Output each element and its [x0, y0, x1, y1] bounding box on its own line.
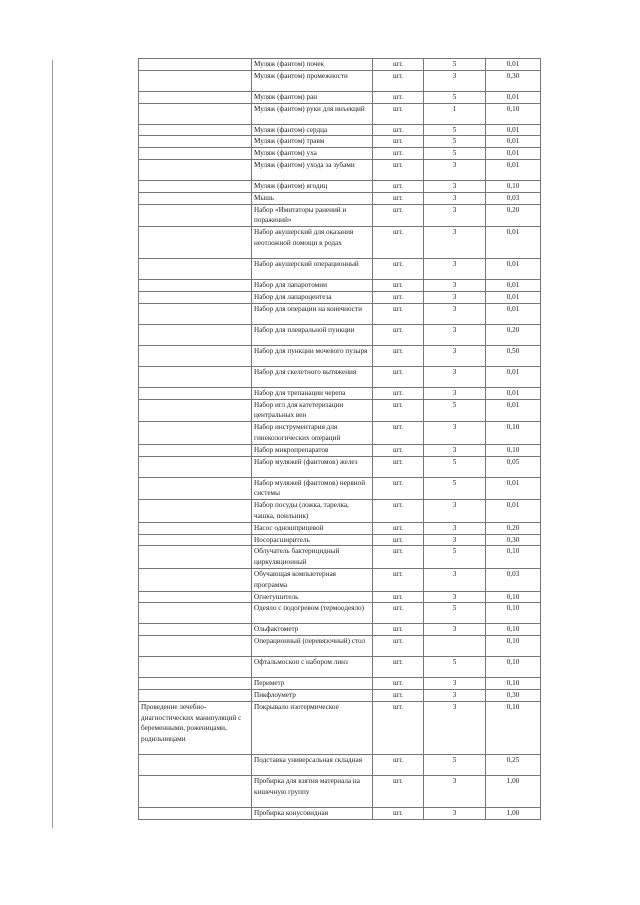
unit-cell: шт.: [373, 366, 424, 387]
quantity-cell: 3: [424, 159, 486, 180]
ratio-cell: 0,10: [486, 546, 541, 569]
table-row: [139, 624, 541, 636]
ratio-cell: 0,20: [486, 204, 541, 227]
quantity-cell: 3: [424, 534, 486, 546]
quantity-cell: 3: [424, 70, 486, 91]
unit-cell: шт.: [373, 522, 424, 534]
section-cell: [139, 477, 252, 500]
unit-cell: шт.: [373, 70, 424, 91]
ratio-cell: 0,10: [486, 444, 541, 456]
quantity-cell: 3: [424, 500, 486, 523]
ratio-cell: 0,01: [486, 148, 541, 160]
section-cell: [139, 500, 252, 523]
section-cell: [139, 456, 252, 477]
section-cell: [139, 591, 252, 603]
unit-cell: шт.: [373, 91, 424, 103]
quantity-cell: 3: [424, 227, 486, 259]
table-row: [139, 522, 541, 534]
ratio-cell: 0,20: [486, 324, 541, 345]
quantity-cell: 3: [424, 807, 486, 819]
quantity-cell: 3: [424, 387, 486, 399]
unit-cell: шт.: [373, 59, 424, 71]
unit-cell: шт.: [373, 324, 424, 345]
table-row: [139, 204, 541, 227]
section-cell: [139, 775, 252, 807]
section-cell: [139, 345, 252, 366]
ratio-cell: 0,10: [486, 701, 541, 754]
quantity-cell: 3: [424, 444, 486, 456]
section-cell: [139, 657, 252, 678]
unit-cell: шт.: [373, 477, 424, 500]
section-cell: [139, 124, 252, 136]
section-cell: [139, 636, 252, 657]
ratio-cell: 0,01: [486, 59, 541, 71]
section-cell: [139, 324, 252, 345]
section-cell: [139, 204, 252, 227]
equipment-table: [138, 58, 541, 820]
name-cell: Набор игл для катетеризации центральных вен: [252, 399, 373, 422]
section-cell: [139, 422, 252, 445]
name-cell: Набор для трепанации черепа: [252, 387, 373, 399]
table-row: [139, 689, 541, 701]
quantity-cell: 3: [424, 701, 486, 754]
section-cell: [139, 754, 252, 775]
unit-cell: шт.: [373, 456, 424, 477]
section-cell: [139, 522, 252, 534]
section-cell: [139, 91, 252, 103]
quantity-cell: 3: [424, 280, 486, 292]
name-cell: Огнетушитель: [252, 591, 373, 603]
table-row: [139, 324, 541, 345]
section-cell: [139, 603, 252, 624]
quantity-cell: 3: [424, 366, 486, 387]
quantity-cell: 3: [424, 689, 486, 701]
name-cell: Набор муляжей (фантомов) нервной системы: [252, 477, 373, 500]
name-cell: Набор «Имитаторы ранений и поражений»: [252, 204, 373, 227]
quantity-cell: 3: [424, 192, 486, 204]
unit-cell: шт.: [373, 204, 424, 227]
name-cell: Покрывало изотермическое: [252, 701, 373, 754]
table-row: [139, 91, 541, 103]
section-cell: [139, 192, 252, 204]
unit-cell: шт.: [373, 387, 424, 399]
quantity-cell: 3: [424, 568, 486, 591]
quantity-cell: 5: [424, 754, 486, 775]
unit-cell: шт.: [373, 689, 424, 701]
unit-cell: шт.: [373, 227, 424, 259]
name-cell: Набор для скелетного вытяжения: [252, 366, 373, 387]
ratio-cell: 1,00: [486, 775, 541, 807]
ratio-cell: 0,50: [486, 345, 541, 366]
ratio-cell: 0,10: [486, 103, 541, 124]
section-cell: [139, 148, 252, 160]
ratio-cell: 1,00: [486, 807, 541, 819]
equipment-table-body: [139, 59, 541, 820]
table-row: [139, 399, 541, 422]
unit-cell: шт.: [373, 345, 424, 366]
section-cell: [139, 399, 252, 422]
section-cell: [139, 227, 252, 259]
name-cell: Операционный (перевязочный) стол: [252, 636, 373, 657]
name-cell: Муляж (фантом) уха: [252, 148, 373, 160]
section-cell: [139, 136, 252, 148]
quantity-cell: 5: [424, 399, 486, 422]
section-cell: [139, 280, 252, 292]
quantity-cell: 1: [424, 103, 486, 124]
ratio-cell: 0,20: [486, 522, 541, 534]
table-row: [139, 754, 541, 775]
ratio-cell: 0,10: [486, 591, 541, 603]
quantity-cell: 3: [424, 180, 486, 192]
unit-cell: шт.: [373, 444, 424, 456]
name-cell: Муляж (фантом) травм: [252, 136, 373, 148]
name-cell: Пробирка конусовидная: [252, 807, 373, 819]
table-row: [139, 568, 541, 591]
table-row: [139, 227, 541, 259]
section-cell: [139, 534, 252, 546]
ratio-cell: 0,01: [486, 280, 541, 292]
unit-cell: шт.: [373, 754, 424, 775]
section-cell: [139, 807, 252, 819]
name-cell: Пробирка для взятия материала на кишечную группу: [252, 775, 373, 807]
ratio-cell: 0,30: [486, 689, 541, 701]
unit-cell: шт.: [373, 303, 424, 324]
table-row: [139, 775, 541, 807]
unit-cell: шт.: [373, 180, 424, 192]
ratio-cell: 0,10: [486, 422, 541, 445]
section-cell: [139, 678, 252, 690]
table-row: [139, 124, 541, 136]
quantity-cell: 5: [424, 59, 486, 71]
unit-cell: шт.: [373, 624, 424, 636]
quantity-cell: 3: [424, 624, 486, 636]
ratio-cell: 0,30: [486, 534, 541, 546]
ratio-cell: 0,01: [486, 291, 541, 303]
section-cell: [139, 568, 252, 591]
name-cell: Набор для пункции мочевого пузыря: [252, 345, 373, 366]
ratio-cell: 0,03: [486, 568, 541, 591]
ratio-cell: 0,10: [486, 636, 541, 657]
quantity-cell: 5: [424, 456, 486, 477]
name-cell: Подставка универсальная складная: [252, 754, 373, 775]
table-row: [139, 534, 541, 546]
name-cell: Муляж (фантом) руки для инъекций: [252, 103, 373, 124]
name-cell: Муляж (фантом) ягодиц: [252, 180, 373, 192]
name-cell: Набор муляжей (фантомов) желез: [252, 456, 373, 477]
unit-cell: шт.: [373, 291, 424, 303]
table-row: [139, 444, 541, 456]
ratio-cell: 0,10: [486, 603, 541, 624]
ratio-cell: 0,10: [486, 678, 541, 690]
ratio-cell: 0,01: [486, 303, 541, 324]
name-cell: Офтальмоскоп с набором линз: [252, 657, 373, 678]
ratio-cell: 0,30: [486, 70, 541, 91]
section-cell: [139, 159, 252, 180]
unit-cell: шт.: [373, 136, 424, 148]
name-cell: Набор для операции на конечности: [252, 303, 373, 324]
quantity-cell: 3: [424, 204, 486, 227]
ratio-cell: 0,01: [486, 477, 541, 500]
section-cell: [139, 387, 252, 399]
name-cell: Набор для лапароцентеза: [252, 291, 373, 303]
table-row: [139, 103, 541, 124]
name-cell: Обучающая компьютерная программа: [252, 568, 373, 591]
name-cell: Набор инструментария для гинекологических операций: [252, 422, 373, 445]
quantity-cell: 5: [424, 603, 486, 624]
table-row: [139, 456, 541, 477]
table-row: [139, 159, 541, 180]
unit-cell: шт.: [373, 399, 424, 422]
unit-cell: шт.: [373, 657, 424, 678]
table-row: [139, 280, 541, 292]
section-cell: [139, 70, 252, 91]
quantity-cell: 5: [424, 124, 486, 136]
section-cell: [139, 103, 252, 124]
table-row: [139, 366, 541, 387]
ratio-cell: 0,01: [486, 387, 541, 399]
quantity-cell: 3: [424, 345, 486, 366]
unit-cell: шт.: [373, 192, 424, 204]
section-cell: [139, 689, 252, 701]
section-cell: [139, 546, 252, 569]
unit-cell: шт.: [373, 124, 424, 136]
ratio-cell: 0,10: [486, 624, 541, 636]
table-row: [139, 70, 541, 91]
unit-cell: шт.: [373, 775, 424, 807]
table-row: [139, 259, 541, 280]
unit-cell: шт.: [373, 678, 424, 690]
ratio-cell: 0,01: [486, 159, 541, 180]
table-row: [139, 701, 541, 754]
quantity-cell: 5: [424, 91, 486, 103]
name-cell: Одеяло с подогревом (термоодеяло): [252, 603, 373, 624]
table-row: [139, 180, 541, 192]
table-row: [139, 603, 541, 624]
unit-cell: шт.: [373, 546, 424, 569]
section-cell: [139, 624, 252, 636]
table-row: [139, 59, 541, 71]
ratio-cell: 0,01: [486, 91, 541, 103]
section-cell: Проведение лечебно-диагностических манипуляций с беременными, роженицами, родильницами: [139, 701, 252, 754]
unit-cell: шт.: [373, 636, 424, 657]
name-cell: Носорасширитель: [252, 534, 373, 546]
ratio-cell: 0,05: [486, 456, 541, 477]
name-cell: Муляж (фантом) ран: [252, 91, 373, 103]
table-row: [139, 291, 541, 303]
name-cell: Облучатель бактерицидный циркуляционный: [252, 546, 373, 569]
ratio-cell: 0,10: [486, 180, 541, 192]
quantity-cell: 5: [424, 477, 486, 500]
section-cell: [139, 366, 252, 387]
quantity-cell: [424, 636, 486, 657]
ratio-cell: 0,01: [486, 227, 541, 259]
section-cell: [139, 303, 252, 324]
ratio-cell: 0,01: [486, 136, 541, 148]
unit-cell: шт.: [373, 159, 424, 180]
quantity-cell: 3: [424, 303, 486, 324]
quantity-cell: 3: [424, 678, 486, 690]
ratio-cell: 0,03: [486, 192, 541, 204]
name-cell: Набор акушерский для оказания неотложной помощи в родах: [252, 227, 373, 259]
name-cell: Набор акушерский операционный: [252, 259, 373, 280]
name-cell: Пикфлоуметр: [252, 689, 373, 701]
quantity-cell: 3: [424, 591, 486, 603]
name-cell: Набор микропрепаратов: [252, 444, 373, 456]
table-row: [139, 387, 541, 399]
unit-cell: шт.: [373, 603, 424, 624]
name-cell: Муляж (фантом) почек: [252, 59, 373, 71]
unit-cell: шт.: [373, 280, 424, 292]
section-cell: [139, 180, 252, 192]
quantity-cell: 5: [424, 657, 486, 678]
table-row: [139, 136, 541, 148]
name-cell: Муляж (фантом) сердца: [252, 124, 373, 136]
quantity-cell: 5: [424, 148, 486, 160]
name-cell: Периметр: [252, 678, 373, 690]
table-row: [139, 500, 541, 523]
quantity-cell: 3: [424, 422, 486, 445]
table-row: [139, 591, 541, 603]
quantity-cell: 3: [424, 291, 486, 303]
name-cell: Набор для плевральной пункции: [252, 324, 373, 345]
table-row: [139, 636, 541, 657]
table-row: [139, 192, 541, 204]
ratio-cell: 0,01: [486, 366, 541, 387]
ratio-cell: 0,01: [486, 124, 541, 136]
section-cell: [139, 291, 252, 303]
table-row: [139, 345, 541, 366]
unit-cell: шт.: [373, 259, 424, 280]
quantity-cell: 5: [424, 546, 486, 569]
table-row: [139, 546, 541, 569]
name-cell: Набор посуды (ложка, тарелка, чашка, поильник): [252, 500, 373, 523]
name-cell: Муляж (фантом) промежности: [252, 70, 373, 91]
name-cell: Мышь: [252, 192, 373, 204]
ratio-cell: 0,10: [486, 657, 541, 678]
margin-rule: [52, 60, 53, 828]
table-row: [139, 678, 541, 690]
ratio-cell: 0,01: [486, 399, 541, 422]
ratio-cell: 0,25: [486, 754, 541, 775]
table-row: [139, 657, 541, 678]
quantity-cell: 5: [424, 136, 486, 148]
unit-cell: шт.: [373, 701, 424, 754]
section-cell: [139, 444, 252, 456]
table-row: [139, 807, 541, 819]
unit-cell: шт.: [373, 500, 424, 523]
quantity-cell: 3: [424, 775, 486, 807]
name-cell: Насос одношприцевой: [252, 522, 373, 534]
unit-cell: шт.: [373, 422, 424, 445]
unit-cell: шт.: [373, 568, 424, 591]
ratio-cell: 0,01: [486, 500, 541, 523]
unit-cell: шт.: [373, 591, 424, 603]
unit-cell: шт.: [373, 103, 424, 124]
section-cell: [139, 259, 252, 280]
table-row: [139, 148, 541, 160]
unit-cell: шт.: [373, 148, 424, 160]
name-cell: Набор для лапаротомии: [252, 280, 373, 292]
quantity-cell: 3: [424, 259, 486, 280]
quantity-cell: 3: [424, 324, 486, 345]
section-cell: [139, 59, 252, 71]
table-row: [139, 303, 541, 324]
name-cell: Ольфактометр: [252, 624, 373, 636]
unit-cell: шт.: [373, 534, 424, 546]
ratio-cell: 0,01: [486, 259, 541, 280]
unit-cell: шт.: [373, 807, 424, 819]
quantity-cell: 3: [424, 522, 486, 534]
table-row: [139, 422, 541, 445]
name-cell: Муляж (фантом) ухода за зубами: [252, 159, 373, 180]
table-row: [139, 477, 541, 500]
